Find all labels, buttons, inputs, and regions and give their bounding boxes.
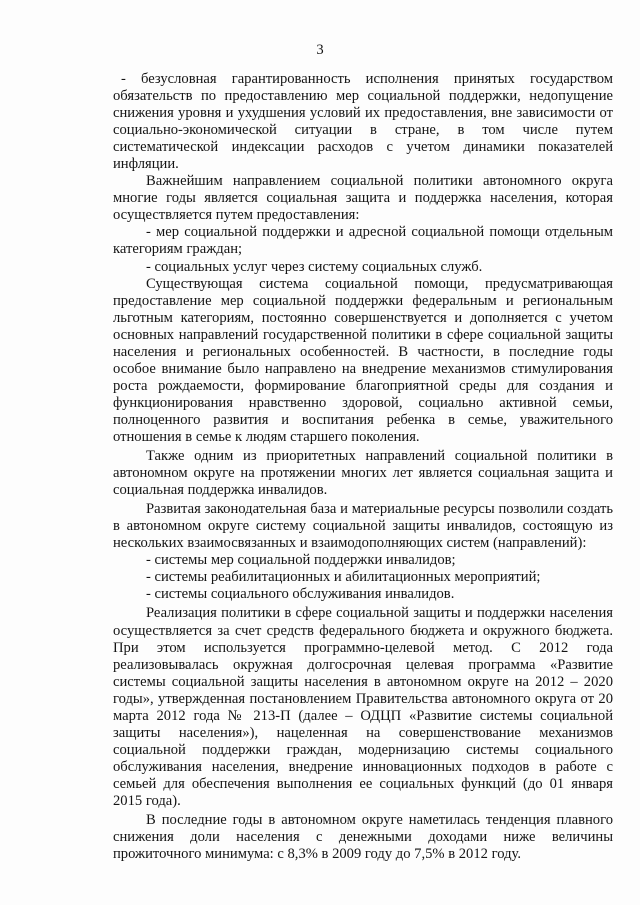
paragraph-social-assistance-system: Существующая система социальной помощи, предусматривающая предоставление мер социальной поддержки федеральным и региональным льготным категориям, постоянно совершенствуется и дополняется с учетом основных направлений государственной политики в сфере социальной защиты населения и региональных особенностей. В частности, в последние годы особое внимание было направлено на внедрение механизмов стимулирования роста рождаемости, формирование благоприятной среды для создания и функционирования нравственно здоровой, социально активной семьи, полноценного развития и воспитания ребенка в семье, уважительного отношения в семье к людям старшего поколения. bbox=[113, 275, 613, 445]
paragraph-guarantee-obligations: - безусловная гарантированность исполнения принятых государством обязательств по предоставлению мер социальной поддержки, недопущение снижения уровня и ухудшения условий их предоставления, вне зависимости от социально-экономической ситуации в стране, в том числе путем систематической индексации расходов с учетом динамики показателей инфляции. bbox=[113, 71, 613, 173]
paragraph-disabled-protection-system: Развитая законодательная база и материальные ресурсы позволили создать в автономном округе систему социальной защиты инвалидов, состоящую из нескольких взаимосвязанных и взаимодополняющих систем (направлений): bbox=[113, 501, 613, 552]
list-item-disabled-social-services: - системы социального обслуживания инвалидов. bbox=[146, 586, 455, 603]
list-item-social-services: - социальных услуг через систему социальных служб. bbox=[146, 258, 483, 275]
paragraph-social-policy-direction: Важнейшим направлением социальной политики автономного округа многие годы является социальная защита и поддержка населения, которая осуществляется путем предоставления: bbox=[113, 173, 613, 224]
paragraph-policy-implementation: Реализация политики в сфере социальной защиты и поддержки населения осуществляется за счет средств федерального бюджета и окружного бюджета. При этом используется программно-целевой метод. С 2012 года реализовывалась окружная долгосрочная целевая программа «Развитие системы социальной защиты населения в автономном округе на 2012 – 2020 годы», утвержденная постановлением Правительства автономного округа от 20 марта 2012 года № 213-П (далее – ОДЦП «Развитие системы социальной защиты населения»), нацеленная на совершенствование механизмов социальной поддержки граждан, модернизацию системы социального обслуживания населения, внедрение инновационных подходов в работе с семьей для обеспечения выполнения ее социальных функций (до 01 января 2015 года). bbox=[113, 605, 613, 809]
paragraph-disabled-support-priority: Также одним из приоритетных направлений социальной политики в автономном округе на протяжении многих лет является социальная защита и социальная поддержка инвалидов. bbox=[113, 448, 613, 499]
list-item-disabled-support-measures: - системы мер социальной поддержки инвалидов; bbox=[146, 552, 456, 569]
page-number: 3 bbox=[316, 42, 324, 58]
list-item-support-measures: - мер социальной поддержки и адресной социальной помощи отдельным категориям граждан; bbox=[113, 224, 613, 258]
paragraph-poverty-trend: В последние годы в автономном округе наметилась тенденция плавного снижения доли населения с денежными доходами ниже величины прожиточного минимума: с 8,3% в 2009 году до 7,5% в 2012 году. bbox=[113, 812, 613, 863]
document-body bbox=[113, 71, 613, 863]
list-item-rehabilitation-measures: - системы реабилитационных и абилитационных мероприятий; bbox=[146, 569, 541, 586]
